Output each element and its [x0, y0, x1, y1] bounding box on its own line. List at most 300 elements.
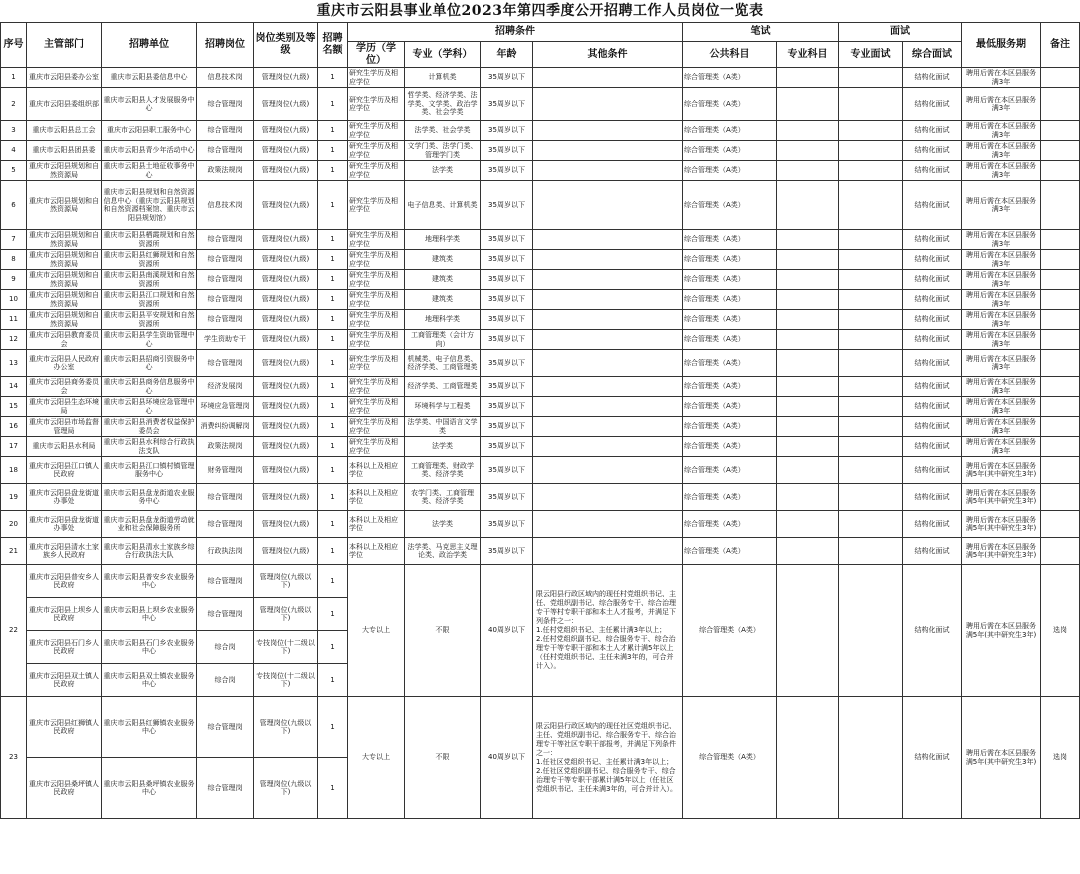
row-category: 管理岗位(九级) [254, 68, 318, 88]
row-seq: 23 [1, 697, 27, 819]
row-seq: 21 [1, 538, 27, 565]
row-pro-interview [839, 250, 903, 270]
row-dept: 重庆市云阳县人民政府办公室 [27, 350, 102, 377]
table-row [1, 484, 1080, 511]
row-pro-subject [777, 250, 839, 270]
header-interview: 面试 [839, 23, 962, 42]
row-category: 管理岗位(九级) [254, 250, 318, 270]
row-major: 环境科学与工程类 [405, 397, 481, 417]
row-public-subject: 综合管理类（A类） [683, 181, 777, 230]
row-post: 综合管理岗 [197, 598, 254, 631]
row-age: 35周岁以下 [481, 377, 533, 397]
row-public-subject: 综合管理类（A类） [683, 290, 777, 310]
row-major: 建筑类 [405, 250, 481, 270]
row-public-subject: 综合管理类（A类） [683, 437, 777, 457]
row-general-interview: 结构化面试 [903, 437, 962, 457]
row-major: 机械类、电子信息类、经济学类、工商管理类 [405, 350, 481, 377]
row-remark [1041, 161, 1080, 181]
table-row [1, 88, 1080, 121]
row-unit: 重庆市云阳县江口规划和自然资源所 [103, 291, 195, 308]
row-dept: 重庆市云阳县红狮镇人民政府 [27, 697, 102, 758]
row-unit: 重庆市云阳县委信息中心 [102, 68, 197, 88]
row-age: 40周岁以下 [481, 697, 533, 819]
row-general-interview: 结构化面试 [903, 350, 962, 377]
row-age: 35周岁以下 [481, 88, 533, 121]
row-post: 信息技术岗 [197, 181, 254, 230]
row-public-subject: 综合管理类（A类） [683, 310, 777, 330]
recruitment-table [0, 22, 1080, 819]
row-quota: 1 [318, 181, 348, 230]
row-quota: 1 [318, 141, 348, 161]
row-remark [1041, 511, 1080, 538]
table-row [1, 181, 1080, 230]
row-post: 消费纠纷调解岗 [197, 417, 254, 437]
row-remark [1041, 68, 1080, 88]
row-age: 35周岁以下 [481, 121, 533, 141]
row-dept: 重庆市云阳县盘龙街道办事处 [27, 484, 102, 511]
row-remark [1041, 437, 1080, 457]
table-row [1, 697, 1080, 758]
row-unit: 重庆市云阳县上坝乡农业服务中心 [102, 598, 197, 631]
row-dept: 重庆市云阳县水利局 [27, 437, 102, 457]
row-category: 管理岗位(九级) [254, 484, 318, 511]
row-major: 地理科学类 [405, 230, 481, 250]
row-public-subject: 综合管理类（A类） [683, 457, 777, 484]
row-pro-subject [777, 181, 839, 230]
table-row [1, 397, 1080, 417]
row-dept: 重庆市云阳县规划和自然资源局 [27, 310, 102, 330]
row-unit: 重庆市云阳县南溪规划和自然资源所 [103, 271, 195, 288]
row-category: 管理岗位(九级) [254, 161, 318, 181]
row-category: 管理岗位(九级) [254, 330, 318, 350]
row-dept: 重庆市云阳县石门乡人民政府 [27, 631, 102, 664]
row-edu: 研究生学历及相应学位 [348, 68, 405, 88]
row-post: 综合管理岗 [197, 121, 254, 141]
header-pro-interview: 专业面试 [839, 42, 903, 68]
row-category: 管理岗位(九级以下) [254, 697, 318, 758]
row-min-service: 聘用后需在本区县服务满5年(其中研究生3年) [962, 538, 1041, 565]
row-other [533, 290, 683, 310]
row-pro-interview [839, 350, 903, 377]
table-row [1, 161, 1080, 181]
row-pro-subject [777, 330, 839, 350]
row-general-interview: 结构化面试 [903, 290, 962, 310]
row-seq: 11 [1, 310, 27, 330]
row-quota: 1 [318, 270, 348, 290]
row-major: 电子信息类、计算机类 [405, 181, 481, 230]
row-public-subject: 综合管理类（A类） [683, 538, 777, 565]
row-min-service: 聘用后需在本区县服务满3年 [962, 68, 1041, 88]
row-dept: 重庆市云阳县江口镇人民政府 [27, 457, 102, 484]
row-seq: 20 [1, 511, 27, 538]
row-min-service: 聘用后需在本区县服务满3年 [962, 397, 1041, 417]
row-quota: 1 [318, 88, 348, 121]
row-dept: 重庆市云阳县委组织部 [27, 88, 102, 121]
row-edu: 大专以上 [348, 697, 405, 819]
row-age: 35周岁以下 [481, 250, 533, 270]
row-min-service: 聘用后需在本区县服务满3年 [962, 250, 1041, 270]
row-general-interview: 结构化面试 [903, 538, 962, 565]
row-public-subject: 综合管理类（A类） [683, 511, 777, 538]
row-pro-subject [777, 484, 839, 511]
row-major: 计算机类 [405, 68, 481, 88]
row-other [533, 437, 683, 457]
row-remark [1041, 457, 1080, 484]
row-seq: 7 [1, 230, 27, 250]
row-dept: 重庆市云阳县市场监督管理局 [27, 417, 102, 437]
row-age: 35周岁以下 [481, 538, 533, 565]
row-unit: 重庆市云阳县清水土家族乡综合行政执法大队 [102, 538, 197, 565]
table-row [1, 230, 1080, 250]
row-age: 35周岁以下 [481, 230, 533, 250]
row-general-interview: 结构化面试 [903, 270, 962, 290]
row-pro-interview [839, 88, 903, 121]
row-min-service: 聘用后需在本区县服务满3年 [962, 161, 1041, 181]
row-age: 35周岁以下 [481, 161, 533, 181]
row-post: 综合管理岗 [197, 290, 254, 310]
row-pro-subject [777, 310, 839, 330]
row-pro-subject [777, 437, 839, 457]
row-min-service: 聘用后需在本区县服务满3年 [962, 181, 1041, 230]
row-other [533, 270, 683, 290]
row-post: 综合管理岗 [197, 250, 254, 270]
row-post: 综合管理岗 [197, 141, 254, 161]
row-major: 工商管理类（会计方向） [405, 330, 481, 350]
table-row [1, 565, 1080, 598]
table-row [1, 141, 1080, 161]
row-public-subject: 综合管理类（A类） [683, 697, 777, 819]
row-dept: 重庆市云阳县总工会 [27, 121, 102, 141]
row-remark [1041, 330, 1080, 350]
row-category: 管理岗位(九级) [254, 121, 318, 141]
row-general-interview: 结构化面试 [903, 310, 962, 330]
row-category: 管理岗位(九级以下) [254, 598, 318, 631]
row-quota: 1 [318, 230, 348, 250]
row-major: 法学类 [405, 511, 481, 538]
row-seq: 3 [1, 121, 27, 141]
row-edu: 研究生学历及相应学位 [348, 88, 405, 121]
row-pro-subject [777, 377, 839, 397]
row-remark [1041, 310, 1080, 330]
row-dept: 重庆市云阳县规划和自然资源局 [27, 290, 102, 310]
row-dept: 重庆市云阳县双土镇人民政府 [27, 664, 102, 697]
row-post: 财务管理岗 [197, 457, 254, 484]
header-age: 年龄 [481, 42, 533, 68]
row-min-service: 聘用后需在本区县服务满3年 [962, 121, 1041, 141]
row-pro-interview [839, 484, 903, 511]
row-edu: 研究生学历及相应学位 [348, 121, 405, 141]
row-seq: 22 [1, 565, 27, 697]
row-age: 35周岁以下 [481, 417, 533, 437]
row-age: 40周岁以下 [481, 565, 533, 697]
row-min-service: 聘用后需在本区县服务满3年 [962, 230, 1041, 250]
row-post: 政策法规岗 [197, 161, 254, 181]
row-edu: 研究生学历及相应学位 [348, 437, 405, 457]
row-quota: 1 [318, 565, 348, 598]
row-remark [1041, 290, 1080, 310]
row-post: 综合岗 [197, 631, 254, 664]
row-pro-interview [839, 511, 903, 538]
row-min-service: 聘用后需在本区县服务满3年 [962, 290, 1041, 310]
header-written: 笔试 [683, 23, 839, 42]
row-dept: 重庆市云阳县委办公室 [27, 68, 102, 88]
row-seq: 9 [1, 270, 27, 290]
row-general-interview: 结构化面试 [903, 88, 962, 121]
row-quota: 1 [318, 68, 348, 88]
row-seq: 4 [1, 141, 27, 161]
row-edu: 研究生学历及相应学位 [348, 330, 405, 350]
row-public-subject: 综合管理类（A类） [683, 88, 777, 121]
header-min-service: 最低服务期 [962, 23, 1041, 68]
row-quota: 1 [318, 697, 348, 758]
header-unit: 招聘单位 [102, 23, 197, 68]
row-category: 管理岗位(九级) [254, 417, 318, 437]
row-major: 经济学类、工商管理类 [405, 377, 481, 397]
row-quota: 1 [318, 437, 348, 457]
row-pro-interview [839, 270, 903, 290]
row-major: 工商管理类、财政学类、经济学类 [405, 457, 481, 484]
row-pro-interview [839, 181, 903, 230]
row-public-subject: 综合管理类（A类） [683, 350, 777, 377]
row-remark [1041, 538, 1080, 565]
row-other [533, 417, 683, 437]
row-post: 综合管理岗 [197, 310, 254, 330]
row-seq: 14 [1, 377, 27, 397]
row-post: 综合管理岗 [197, 697, 254, 758]
row-age: 35周岁以下 [481, 457, 533, 484]
row-min-service: 聘用后需在本区县服务满3年 [962, 417, 1041, 437]
row-other [533, 121, 683, 141]
row-pro-subject [777, 697, 839, 819]
table-row [1, 457, 1080, 484]
row-min-service: 聘用后需在本区县服务满3年 [962, 437, 1041, 457]
row-category: 管理岗位(九级) [254, 310, 318, 330]
row-other [533, 181, 683, 230]
row-other [533, 141, 683, 161]
row-post: 综合管理岗 [197, 88, 254, 121]
row-category: 管理岗位(九级) [254, 230, 318, 250]
row-age: 35周岁以下 [481, 141, 533, 161]
row-pro-interview [839, 697, 903, 819]
row-pro-interview [839, 310, 903, 330]
row-general-interview: 结构化面试 [903, 417, 962, 437]
row-min-service: 聘用后需在本区县服务满5年(其中研究生3年) [962, 565, 1041, 697]
row-min-service: 聘用后需在本区县服务满3年 [962, 88, 1041, 121]
row-seq: 19 [1, 484, 27, 511]
header-remarks: 备注 [1041, 23, 1080, 68]
row-pro-interview [839, 437, 903, 457]
row-min-service: 聘用后需在本区县服务满3年 [962, 270, 1041, 290]
row-pro-interview [839, 538, 903, 565]
row-edu: 本科以上及相应学位 [348, 511, 405, 538]
row-remark [1041, 397, 1080, 417]
row-remark [1041, 141, 1080, 161]
row-post: 综合管理岗 [197, 484, 254, 511]
row-pro-subject [777, 68, 839, 88]
row-edu: 研究生学历及相应学位 [348, 250, 405, 270]
row-remark [1041, 484, 1080, 511]
row-edu: 研究生学历及相应学位 [348, 397, 405, 417]
row-age: 35周岁以下 [481, 68, 533, 88]
row-pro-interview [839, 377, 903, 397]
row-pro-interview [839, 141, 903, 161]
row-dept: 重庆市云阳县规划和自然资源局 [27, 250, 102, 270]
row-other [533, 538, 683, 565]
row-general-interview: 结构化面试 [903, 250, 962, 270]
row-quota: 1 [318, 417, 348, 437]
row-major: 建筑类 [405, 290, 481, 310]
row-public-subject: 综合管理类（A类） [683, 161, 777, 181]
table-row [1, 538, 1080, 565]
row-pro-subject [777, 230, 839, 250]
row-quota: 1 [318, 310, 348, 330]
row-other [533, 511, 683, 538]
table-row [1, 417, 1080, 437]
row-other [533, 230, 683, 250]
row-post: 综合管理岗 [197, 270, 254, 290]
table-row [1, 250, 1080, 270]
row-post: 综合岗 [197, 664, 254, 697]
row-category: 管理岗位(九级) [254, 437, 318, 457]
row-unit: 重庆市云阳县学生资助管理中心 [103, 331, 195, 348]
row-other [533, 88, 683, 121]
row-unit: 重庆市云阳县普安乡农业服务中心 [102, 565, 197, 598]
row-general-interview: 结构化面试 [903, 121, 962, 141]
row-category: 管理岗位(九级) [254, 457, 318, 484]
row-major: 法学类、中国语言文学类 [405, 417, 481, 437]
row-quota: 1 [318, 457, 348, 484]
row-dept: 重庆市云阳县规划和自然资源局 [27, 161, 102, 181]
table-row [1, 310, 1080, 330]
row-public-subject: 综合管理类（A类） [683, 330, 777, 350]
row-general-interview: 结构化面试 [903, 377, 962, 397]
row-other [533, 350, 683, 377]
row-major: 法学类 [405, 437, 481, 457]
row-min-service: 聘用后需在本区县服务满3年 [962, 141, 1041, 161]
row-min-service: 聘用后需在本区县服务满3年 [962, 350, 1041, 377]
row-other [533, 161, 683, 181]
row-remark [1041, 230, 1080, 250]
row-dept: 重庆市云阳县规划和自然资源局 [27, 230, 102, 250]
row-pro-interview [839, 457, 903, 484]
row-general-interview: 结构化面试 [903, 68, 962, 88]
row-edu: 研究生学历及相应学位 [348, 141, 405, 161]
row-min-service: 聘用后需在本区县服务满3年 [962, 330, 1041, 350]
row-major: 文学门类、法学门类、管理学门类 [405, 141, 481, 161]
row-unit: 重庆市云阳县平安规划和自然资源所 [103, 311, 195, 328]
row-post: 信息技术岗 [197, 68, 254, 88]
row-quota: 1 [318, 290, 348, 310]
row-edu: 本科以上及相应学位 [348, 484, 405, 511]
header-quota: 招聘名额 [318, 23, 348, 68]
row-major: 法学类 [405, 161, 481, 181]
header-edu: 学历（学位） [348, 42, 405, 68]
row-pro-interview [839, 397, 903, 417]
header-public-subject: 公共科目 [683, 42, 777, 68]
row-pro-interview [839, 330, 903, 350]
row-quota: 1 [318, 121, 348, 141]
row-unit: 重庆市云阳县人才发展服务中心 [102, 88, 197, 121]
row-age: 35周岁以下 [481, 511, 533, 538]
row-category: 管理岗位(九级) [254, 270, 318, 290]
row-category: 管理岗位(九级) [254, 538, 318, 565]
table-row [1, 377, 1080, 397]
row-pro-interview [839, 230, 903, 250]
row-public-subject: 综合管理类（A类） [683, 250, 777, 270]
row-pro-subject [777, 397, 839, 417]
row-unit: 重庆市云阳县土地征收事务中心 [103, 162, 195, 179]
row-quota: 1 [318, 397, 348, 417]
table-row [1, 68, 1080, 88]
row-seq: 6 [1, 181, 27, 230]
row-public-subject: 综合管理类（A类） [683, 377, 777, 397]
row-major: 哲学类、经济学类、法学类、文学类、政治学类、社会学类 [405, 88, 481, 121]
header-seq: 序号 [1, 23, 27, 68]
row-unit: 重庆市云阳县双土镇农业服务中心 [102, 664, 197, 697]
row-general-interview: 结构化面试 [903, 565, 962, 697]
row-dept: 重庆市云阳县普安乡人民政府 [27, 565, 102, 598]
row-category: 管理岗位(九级) [254, 397, 318, 417]
row-post: 行政执法岗 [197, 538, 254, 565]
row-pro-subject [777, 88, 839, 121]
row-pro-subject [777, 511, 839, 538]
row-unit: 重庆市云阳县江口镇村镇管理服务中心 [102, 457, 197, 484]
row-post: 综合管理岗 [197, 230, 254, 250]
row-post: 环境应急管理岗 [197, 397, 254, 417]
row-pro-subject [777, 538, 839, 565]
row-edu: 研究生学历及相应学位 [348, 161, 405, 181]
row-dept: 重庆市云阳县盘龙街道办事处 [27, 511, 102, 538]
row-min-service: 聘用后需在本区县服务满5年(其中研究生3年) [962, 457, 1041, 484]
row-age: 35周岁以下 [481, 437, 533, 457]
header-other: 其他条件 [533, 42, 683, 68]
row-public-subject: 综合管理类（A类） [683, 397, 777, 417]
row-dept: 重庆市云阳县商务委员会 [27, 377, 102, 397]
row-seq: 16 [1, 417, 27, 437]
row-unit: 重庆市云阳县盘龙街道劳动就业和社会保障服务所 [102, 511, 197, 538]
row-public-subject: 综合管理类（A类） [683, 417, 777, 437]
row-remark [1041, 121, 1080, 141]
row-public-subject: 综合管理类（A类） [683, 230, 777, 250]
row-post: 学生资助专干 [197, 330, 254, 350]
row-quota: 1 [318, 377, 348, 397]
row-remark [1041, 417, 1080, 437]
header-pro-subject: 专业科目 [777, 42, 839, 68]
row-public-subject: 综合管理类（A类） [683, 68, 777, 88]
row-general-interview: 结构化面试 [903, 697, 962, 819]
row-seq: 10 [1, 290, 27, 310]
row-general-interview: 结构化面试 [903, 330, 962, 350]
row-quota: 1 [318, 330, 348, 350]
row-edu: 研究生学历及相应学位 [348, 181, 405, 230]
row-category: 管理岗位(九级) [254, 88, 318, 121]
row-edu: 研究生学历及相应学位 [348, 310, 405, 330]
row-seq: 1 [1, 68, 27, 88]
row-remark [1041, 377, 1080, 397]
row-general-interview: 结构化面试 [903, 397, 962, 417]
header-conditions: 招聘条件 [348, 23, 683, 42]
row-pro-interview [839, 68, 903, 88]
row-major: 建筑类 [405, 270, 481, 290]
row-dept: 重庆市云阳县规划和自然资源局 [27, 270, 102, 290]
row-major: 地理科学类 [405, 310, 481, 330]
row-pro-subject [777, 290, 839, 310]
row-general-interview: 结构化面试 [903, 141, 962, 161]
row-remark [1041, 250, 1080, 270]
row-other [533, 484, 683, 511]
row-edu: 大专以上 [348, 565, 405, 697]
row-public-subject: 综合管理类（A类） [683, 141, 777, 161]
